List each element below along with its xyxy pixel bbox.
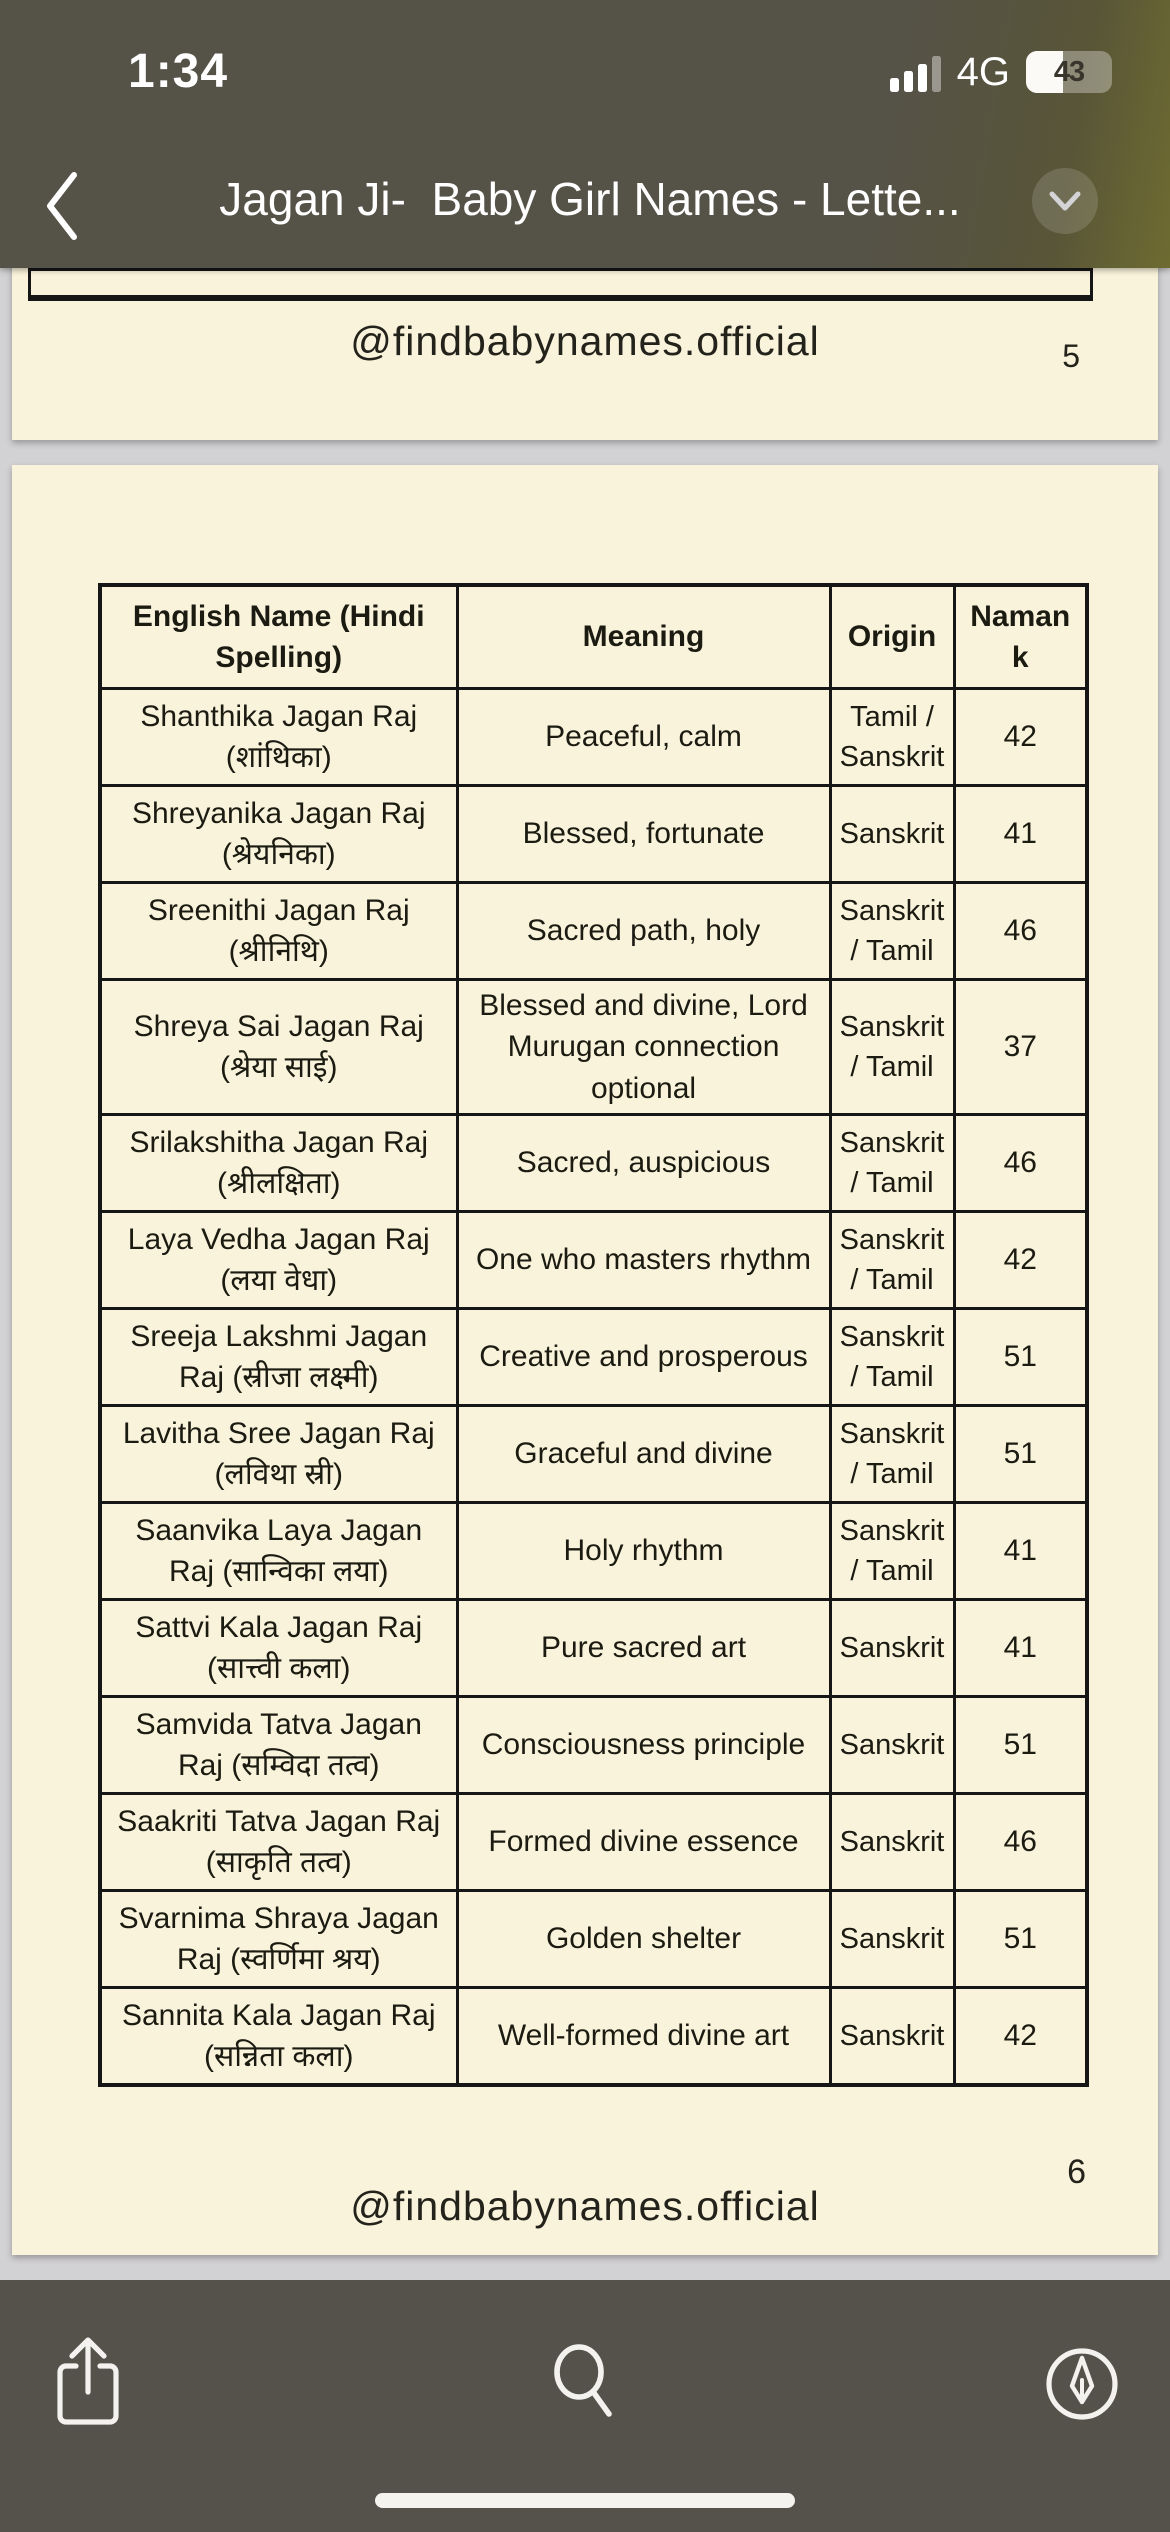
origin-cell: Sanskrit / Tamil	[830, 1212, 954, 1309]
name-cell: Saanvika Laya Jagan Raj (सान्विका लया)	[100, 1503, 457, 1600]
name-cell: Shanthika Jagan Raj (शांथिका)	[100, 689, 457, 786]
home-indicator[interactable]	[375, 2493, 795, 2508]
meaning-cell: Pure sacred art	[457, 1600, 830, 1697]
meaning-cell: Blessed and divine, Lord Murugan connection optional	[457, 980, 830, 1115]
origin-cell: Sanskrit / Tamil	[830, 883, 954, 980]
header-origin: Origin	[830, 585, 954, 689]
meaning-cell: Holy rhythm	[457, 1503, 830, 1600]
document-title: Jagan Ji- Baby Girl Names - Lette...	[219, 173, 961, 225]
table-row	[100, 1212, 1087, 1309]
page-footer-handle: @findbabynames.official	[350, 318, 820, 364]
page-footer-handle: @findbabynames.official	[350, 2183, 820, 2229]
table-row	[100, 1406, 1087, 1503]
name-cell: Svarnima Shraya Jagan Raj (स्वर्णिमा श्रय)	[100, 1891, 457, 1988]
baby-names-table	[98, 583, 1089, 2087]
name-cell: Sreeja Lakshmi Jagan Raj (स्रीजा लक्ष्मी)	[100, 1309, 457, 1406]
name-cell: Sannita Kala Jagan Raj (सन्निता कला)	[100, 1988, 457, 2086]
navigation-bar	[0, 150, 1170, 262]
page-number: 5	[1062, 338, 1080, 374]
meaning-cell: Sacred, auspicious	[457, 1115, 830, 1212]
status-bar	[0, 42, 1170, 106]
table-row	[100, 883, 1087, 980]
page-number: 6	[1067, 2153, 1086, 2191]
origin-cell: Sanskrit / Tamil	[830, 1115, 954, 1212]
name-cell: Shreya Sai Jagan Raj (श्रेया साई)	[100, 980, 457, 1115]
table-row	[100, 1794, 1087, 1891]
namank-cell: 42	[954, 1212, 1087, 1309]
origin-cell: Sanskrit / Tamil	[830, 1406, 954, 1503]
table-bottom-edge	[28, 268, 1093, 301]
search-icon	[543, 2340, 627, 2428]
chevron-left-icon	[42, 168, 82, 244]
name-cell: Saakriti Tatva Jagan Raj (साकृति तत्व)	[100, 1794, 457, 1891]
namank-cell: 46	[954, 1115, 1087, 1212]
origin-cell: Sanskrit	[830, 1891, 954, 1988]
namank-cell: 42	[954, 689, 1087, 786]
origin-cell: Sanskrit / Tamil	[830, 1309, 954, 1406]
search-button[interactable]	[525, 2324, 645, 2444]
meaning-cell: Graceful and divine	[457, 1406, 830, 1503]
header-meaning: Meaning	[457, 585, 830, 689]
table-row	[100, 1115, 1087, 1212]
name-cell: Sreenithi Jagan Raj (श्रीनिथि)	[100, 883, 457, 980]
meaning-cell: Creative and prosperous	[457, 1309, 830, 1406]
document-page-6	[12, 465, 1158, 2255]
header-english-name: English Name (Hindi Spelling)	[100, 585, 457, 689]
network-type-label: 4G	[956, 49, 1010, 94]
origin-cell: Sanskrit	[830, 786, 954, 883]
namank-cell: 37	[954, 980, 1087, 1115]
meaning-cell: Formed divine essence	[457, 1794, 830, 1891]
table-row	[100, 1309, 1087, 1406]
table-row	[100, 1891, 1087, 1988]
meaning-cell: Peaceful, calm	[457, 689, 830, 786]
meaning-cell: Sacred path, holy	[457, 883, 830, 980]
origin-cell: Sanskrit	[830, 1988, 954, 2086]
table-row	[100, 1988, 1087, 2086]
name-cell: Srilakshitha Jagan Raj (श्रीलक्षिता)	[100, 1115, 457, 1212]
namank-cell: 51	[954, 1309, 1087, 1406]
collapse-button[interactable]	[1032, 168, 1098, 234]
namank-cell: 46	[954, 883, 1087, 980]
table-row	[100, 786, 1087, 883]
table-row	[100, 1503, 1087, 1600]
namank-cell: 42	[954, 1988, 1087, 2086]
namank-cell: 41	[954, 786, 1087, 883]
meaning-cell: Well-formed divine art	[457, 1988, 830, 2086]
battery-percent-label: 43	[1053, 55, 1085, 88]
origin-cell: Tamil / Sanskrit	[830, 689, 954, 786]
battery-icon	[1026, 51, 1112, 93]
namank-cell: 51	[954, 1406, 1087, 1503]
meaning-cell: One who masters rhythm	[457, 1212, 830, 1309]
namank-cell: 46	[954, 1794, 1087, 1891]
share-icon	[50, 2334, 126, 2434]
name-cell: Samvida Tatva Jagan Raj (सम्विदा तत्व)	[100, 1697, 457, 1794]
namank-cell: 51	[954, 1891, 1087, 1988]
table-row	[100, 689, 1087, 786]
meaning-cell: Consciousness principle	[457, 1697, 830, 1794]
origin-cell: Sanskrit / Tamil	[830, 1503, 954, 1600]
origin-cell: Sanskrit / Tamil	[830, 980, 954, 1115]
table-row	[100, 1600, 1087, 1697]
name-cell: Shreyanika Jagan Raj (श्रेयनिका)	[100, 786, 457, 883]
name-cell: Sattvi Kala Jagan Raj (सात्त्वी कला)	[100, 1600, 457, 1697]
meaning-cell: Blessed, fortunate	[457, 786, 830, 883]
origin-cell: Sanskrit	[830, 1794, 954, 1891]
name-cell: Lavitha Sree Jagan Raj (लविथा स्री)	[100, 1406, 457, 1503]
share-button[interactable]	[28, 2324, 148, 2444]
namank-cell: 41	[954, 1600, 1087, 1697]
header-namank: Namank	[954, 585, 1087, 689]
markup-pen-icon	[1042, 2344, 1122, 2424]
meaning-cell: Golden shelter	[457, 1891, 830, 1988]
top-chrome	[0, 0, 1170, 268]
markup-button[interactable]	[1022, 2324, 1142, 2444]
table-row	[100, 980, 1087, 1115]
name-cell: Laya Vedha Jagan Raj (लया वेधा)	[100, 1212, 457, 1309]
namank-cell: 51	[954, 1697, 1087, 1794]
clock-time: 1:34	[128, 45, 229, 98]
table-row	[100, 1697, 1087, 1794]
cellular-signal-icon	[890, 48, 941, 96]
back-button[interactable]	[22, 158, 102, 254]
chevron-down-icon	[1047, 189, 1083, 213]
table-header-row	[100, 585, 1087, 689]
origin-cell: Sanskrit	[830, 1697, 954, 1794]
bottom-toolbar	[0, 2280, 1170, 2532]
namank-cell: 41	[954, 1503, 1087, 1600]
origin-cell: Sanskrit	[830, 1600, 954, 1697]
